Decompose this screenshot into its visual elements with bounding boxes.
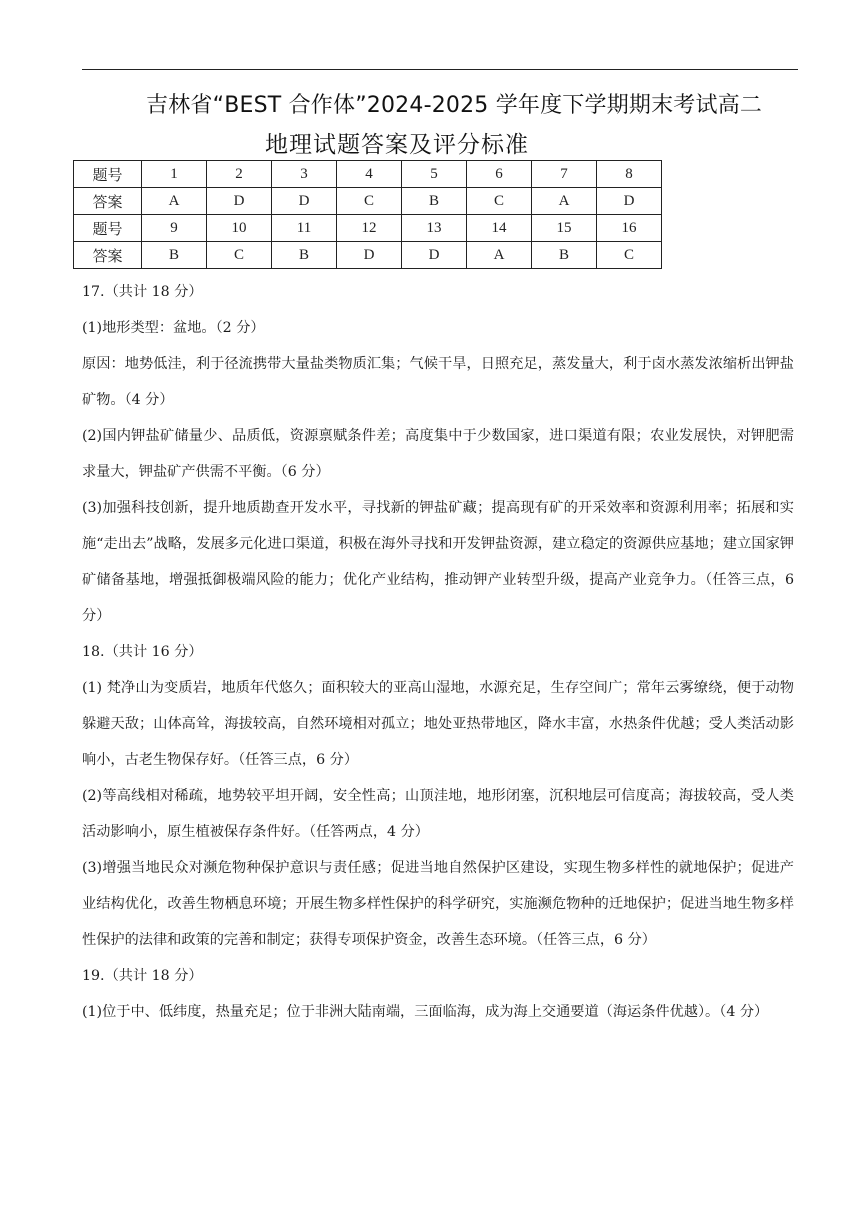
- answer-content: [82, 274, 794, 1030]
- answer-table-row: [74, 188, 662, 215]
- table-cell: B: [532, 242, 597, 269]
- table-cell: B: [272, 242, 337, 269]
- document-title-line1: 吉林省“BEST 合作体”2024-2025 学年度下学期期末考试高二: [146, 93, 763, 118]
- table-cell: D: [402, 242, 467, 269]
- table-cell: 12: [337, 215, 402, 242]
- answer-table-row: [74, 161, 662, 188]
- answer-paragraph: (1) 梵净山为变质岩，地质年代悠久；面积较大的亚高山湿地，水源充足，生存空间广；常年云雾缭绕，便于动物躲避天敌；山体高耸，海拔较高，自然环境相对孤立；地处亚热带地区，降水丰富，水热条件优越；受人类活动影响小，古老生物保存好。（任答三点，6 分）: [82, 680, 794, 768]
- answer-paragraph: (2)等高线相对稀疏，地势较平坦开阔，安全性高；山顶洼地，地形闭塞，沉积地层可信度高；海拔较高，受人类活动影响小，原生植被保存条件好。（任答两点，4 分）: [82, 788, 794, 840]
- answer-table: [73, 160, 662, 269]
- answer-paragraph: 17.（共计 18 分）: [82, 284, 203, 300]
- table-cell: D: [337, 242, 402, 269]
- table-cell: 1: [142, 161, 207, 188]
- table-cell: 3: [272, 161, 337, 188]
- table-cell: 9: [142, 215, 207, 242]
- table-cell: 11: [272, 215, 337, 242]
- table-cell: 15: [532, 215, 597, 242]
- row-label: 答案: [74, 188, 142, 215]
- answer-paragraph: (2)国内钾盐矿储量少、品质低，资源禀赋条件差；高度集中于少数国家，进口渠道有限；农业发展快，对钾肥需求量大，钾盐矿产供需不平衡。（6 分）: [82, 428, 794, 480]
- table-cell: 4: [337, 161, 402, 188]
- table-cell: A: [532, 188, 597, 215]
- table-cell: 7: [532, 161, 597, 188]
- row-label: 题号: [74, 161, 142, 188]
- table-cell: 13: [402, 215, 467, 242]
- answer-paragraph: (3)加强科技创新，提升地质勘查开发水平，寻找新的钾盐矿藏；提高现有矿的开采效率和资源利用率；拓展和实施“走出去”战略，发展多元化进口渠道，积极在海外寻找和开发钾盐资源，建立稳定的资源供应基地；建立国家钾矿储备基地，增强抵御极端风险的能力；优化产业结构，推动钾产业转型升级，提高产业竞争力。（任答三点，6 分）: [82, 500, 794, 624]
- table-cell: 16: [597, 215, 662, 242]
- table-cell: 14: [467, 215, 532, 242]
- table-cell: C: [467, 188, 532, 215]
- table-cell: D: [597, 188, 662, 215]
- table-cell: 10: [207, 215, 272, 242]
- row-label: 答案: [74, 242, 142, 269]
- row-label: 题号: [74, 215, 142, 242]
- answer-paragraph: (1)地形类型：盆地。（2 分）: [82, 320, 265, 336]
- answer-table-row: [74, 242, 662, 269]
- header-rule: [82, 69, 798, 70]
- table-cell: D: [207, 188, 272, 215]
- answer-paragraph: (3)增强当地民众对濒危物种保护意识与责任感；促进当地自然保护区建设，实现生物多样性的就地保护；促进产业结构优化，改善生物栖息环境；开展生物多样性保护的科学研究，实施濒危物种的迁地保护；促进当地生物多样性保护的法律和政策的完善和制定；获得专项保护资金，改善生态环境。（任答三点，6 分）: [82, 860, 794, 948]
- table-cell: 8: [597, 161, 662, 188]
- answer-paragraph: 18.（共计 16 分）: [82, 644, 203, 660]
- answer-table-row: [74, 215, 662, 242]
- table-cell: D: [272, 188, 337, 215]
- answer-paragraph: 19.（共计 18 分）: [82, 968, 203, 984]
- answer-paragraph: (1)位于中、低纬度，热量充足；位于非洲大陆南端，三面临海，成为海上交通要道（海运条件优越）。（4 分）: [82, 1004, 769, 1020]
- table-cell: B: [142, 242, 207, 269]
- table-cell: A: [142, 188, 207, 215]
- table-cell: C: [597, 242, 662, 269]
- table-cell: 5: [402, 161, 467, 188]
- answer-paragraph: 原因：地势低洼，利于径流携带大量盐类物质汇集；气候干旱，日照充足，蒸发量大，利于卤水蒸发浓缩析出钾盐矿物。（4 分）: [82, 356, 794, 408]
- table-cell: A: [467, 242, 532, 269]
- document-title-line2: 地理试题答案及评分标准: [265, 132, 529, 158]
- table-cell: C: [207, 242, 272, 269]
- table-cell: C: [337, 188, 402, 215]
- table-cell: B: [402, 188, 467, 215]
- table-cell: 2: [207, 161, 272, 188]
- table-cell: 6: [467, 161, 532, 188]
